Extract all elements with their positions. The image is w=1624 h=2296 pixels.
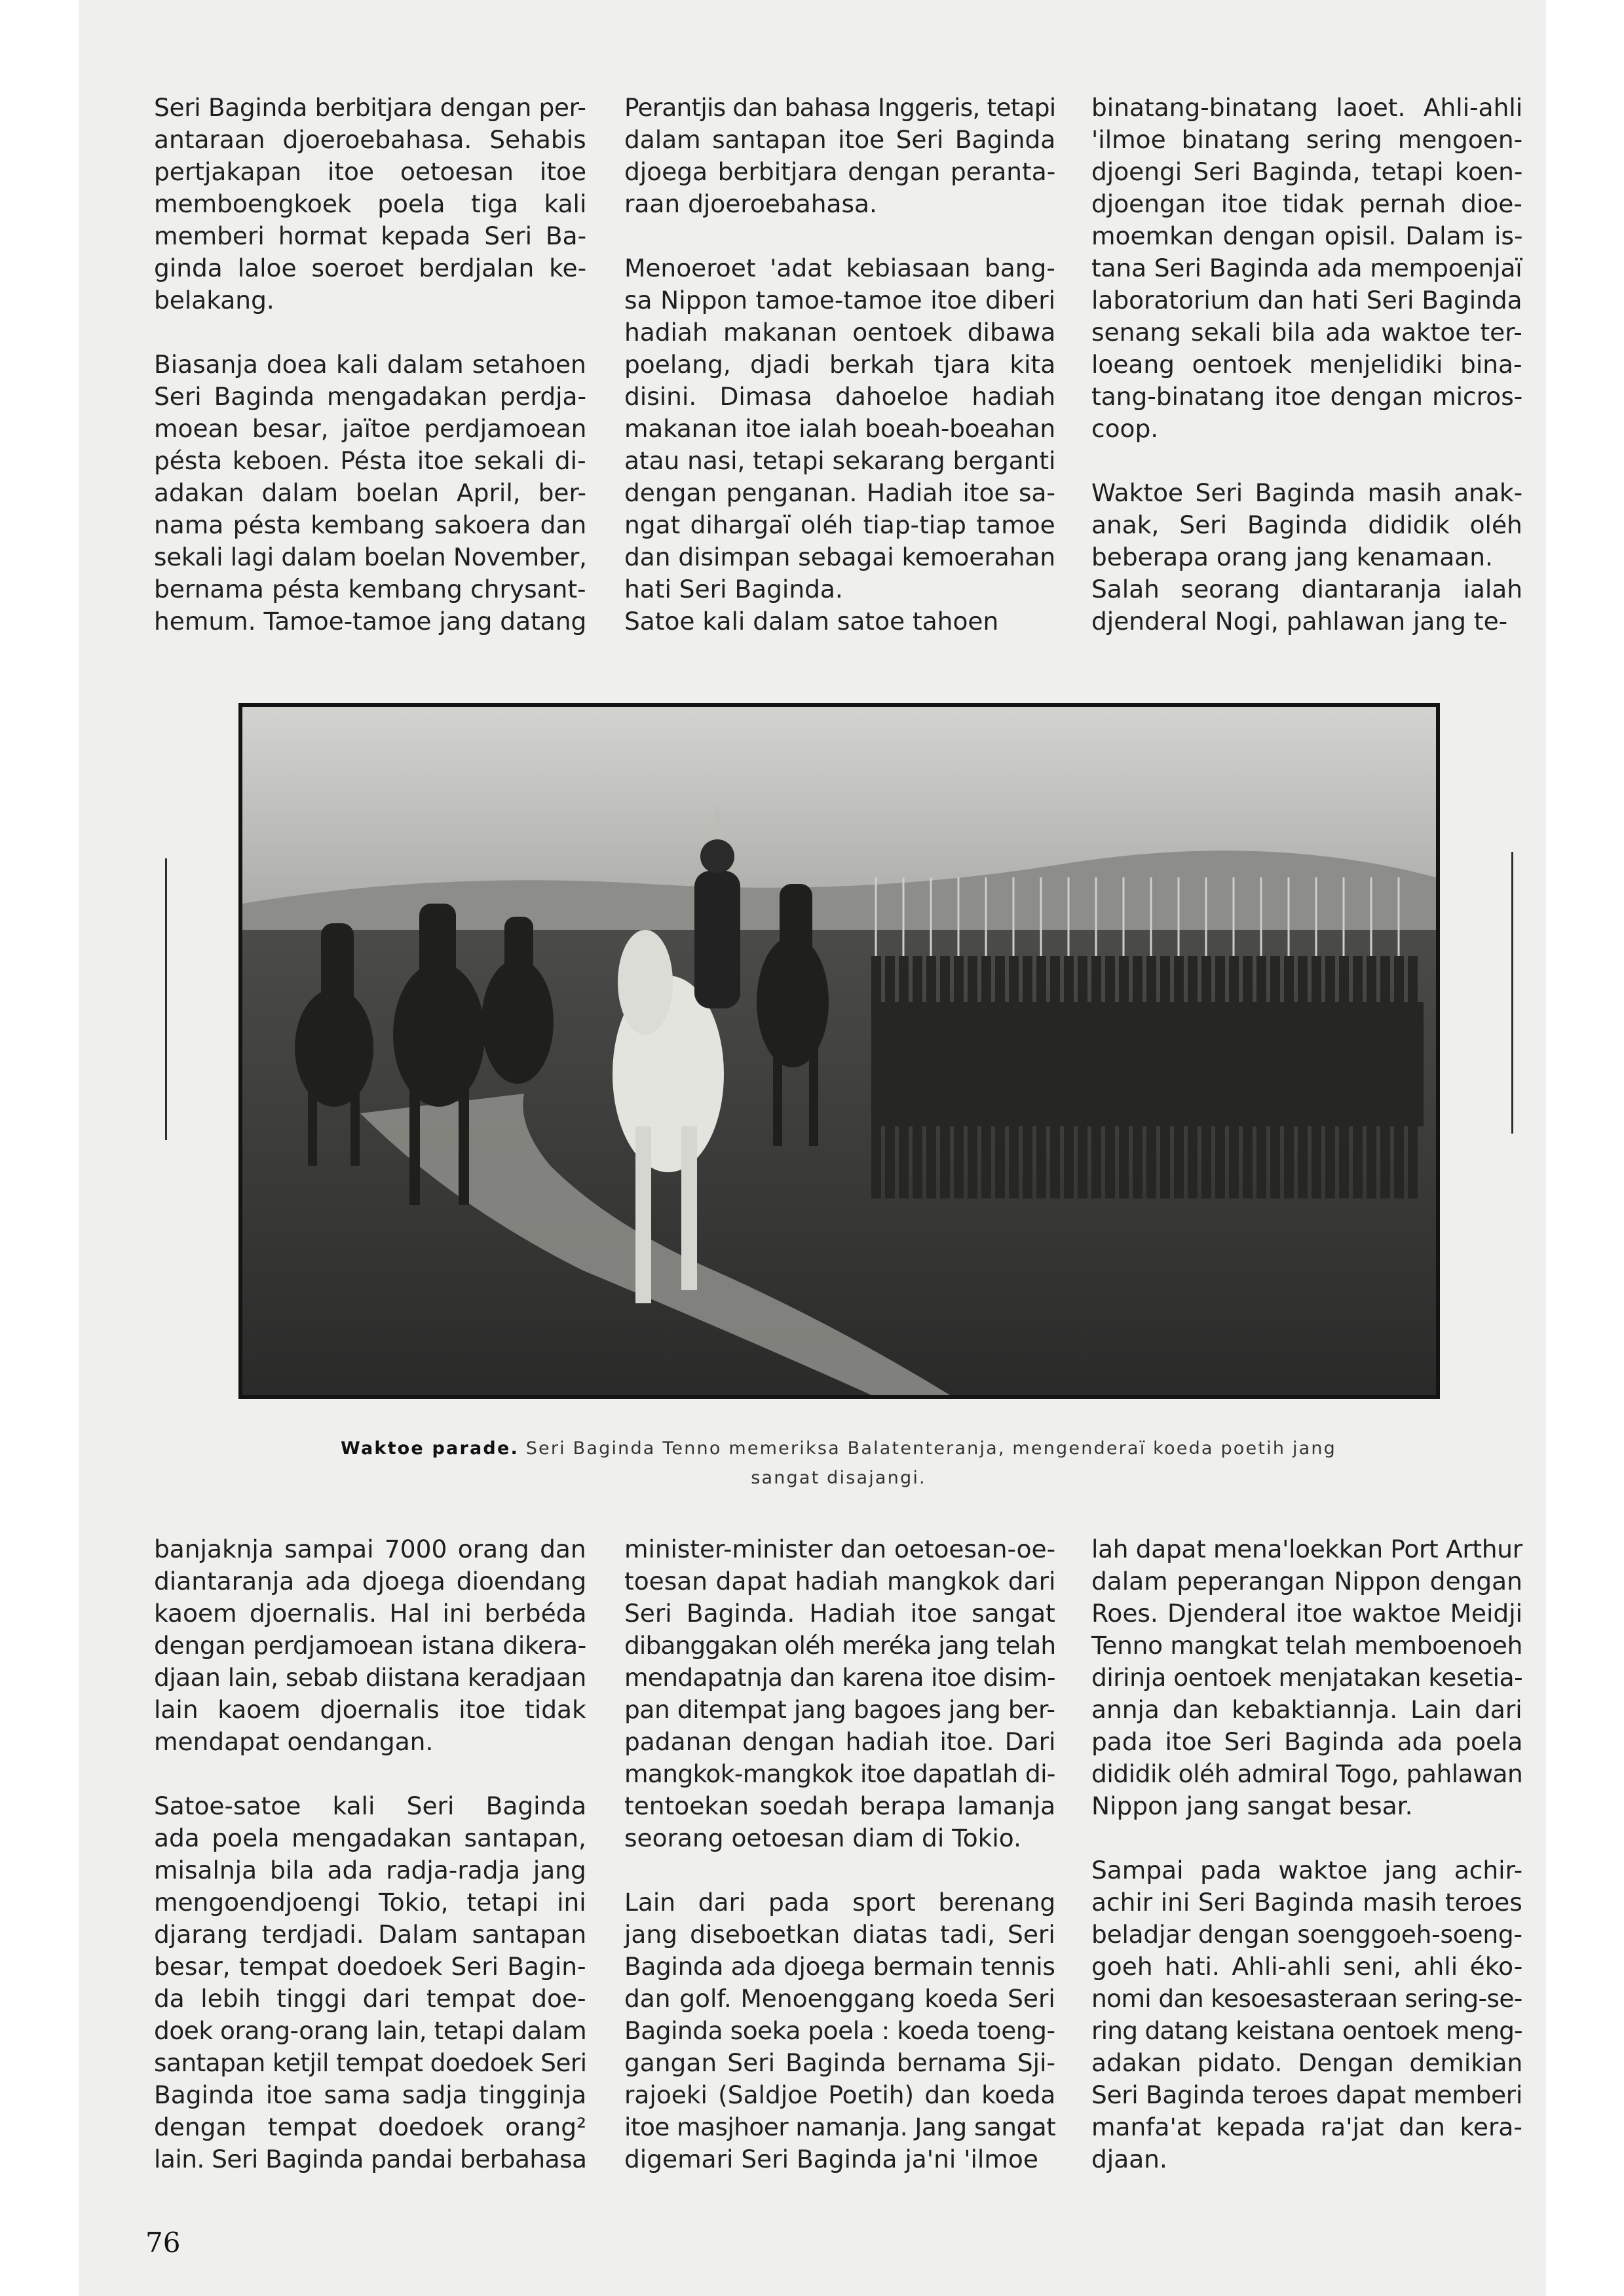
soldier xyxy=(885,1048,895,1198)
text-line: itoe masjhoer namanja. Jang sangat xyxy=(624,2113,1056,2141)
text-line: djaan lain, sebab diistana keradjaan xyxy=(154,1663,586,1692)
text-line: mendapat oendangan. xyxy=(154,1727,434,1756)
soldier xyxy=(1256,1048,1266,1198)
soldier xyxy=(926,1048,936,1198)
text-line: dan disimpan sebagai kemoerahan xyxy=(624,543,1056,571)
text-line: diantaranja ada djoega dioendang xyxy=(154,1567,587,1596)
soldier xyxy=(1325,1048,1335,1198)
soldier xyxy=(1078,1048,1087,1198)
soldier xyxy=(954,1048,964,1198)
text-line: tang-binatang itoe dengan micros- xyxy=(1091,382,1523,411)
text-line: dibanggakan oléh meréka jang telah xyxy=(624,1631,1056,1660)
text-line: Menoeroet 'adat kebiasaan bang- xyxy=(624,254,1055,282)
text-line: dengan perdjamoean istana dikera- xyxy=(154,1631,587,1660)
text-line: mendapatnja dan karena itoe disim- xyxy=(624,1663,1055,1692)
text-line: jang diseboetkan diatas tadi, Seri xyxy=(624,1920,1055,1949)
soldier xyxy=(995,1048,1005,1198)
text-line: Roes. Djenderal itoe waktoe Meidji xyxy=(1091,1599,1523,1628)
text-line: dididik oléh admiral Togo, pahlawan xyxy=(1091,1759,1523,1788)
text-line: banjaknja sampai 7000 orang dan xyxy=(154,1535,586,1563)
text-line: senang sekali bila ada waktoe ter- xyxy=(1091,318,1522,347)
text-line: mengoendjoengi Tokio, tetapi ini xyxy=(154,1888,586,1917)
soldier xyxy=(1023,1048,1032,1198)
text-line: gangan Seri Baginda bernama Sji- xyxy=(624,2048,1056,2077)
text-line: nama pésta kembang sakoera dan xyxy=(154,510,587,539)
soldier xyxy=(1367,1048,1376,1198)
soldier xyxy=(1119,1048,1129,1198)
text-line: seorang oetoesan diam di Tokio. xyxy=(624,1824,1021,1852)
troop-ranks xyxy=(871,956,1424,1198)
soldier xyxy=(1133,1048,1142,1198)
text-line: achir ini Seri Baginda masih teroes xyxy=(1091,1888,1522,1917)
soldier xyxy=(1270,1048,1280,1198)
text-line: Satoe kali dalam satoe tahoen xyxy=(624,607,999,636)
text-line: Sampai pada waktoe jang achir- xyxy=(1091,1856,1523,1885)
soldier xyxy=(1091,1048,1101,1198)
soldier xyxy=(940,1048,950,1198)
soldier xyxy=(1050,1048,1060,1198)
soldier xyxy=(1339,1048,1349,1198)
text-line: Salah seorang diantaranja ialah xyxy=(1091,575,1523,603)
text-line: adakan dalam boelan April, ber- xyxy=(154,478,586,507)
soldier xyxy=(1394,1048,1404,1198)
text-line: djaan. xyxy=(1091,2145,1167,2173)
text-line: Satoe-satoe kali Seri Baginda xyxy=(154,1791,587,1820)
text-line: padanan dengan hadiah itoe. Dari xyxy=(624,1727,1056,1756)
text-line: Waktoe Seri Baginda masih anak- xyxy=(1091,478,1523,507)
text-line: moean besar, jaïtoe perdjamoean xyxy=(154,414,587,443)
text-line: hemum. Tamoe-tamoe jang datang xyxy=(154,607,587,636)
text-line: da lebih tinggi dari tempat doe- xyxy=(154,1984,586,2013)
caption-lead: Waktoe parade. xyxy=(340,1438,519,1459)
text-line: santapan ketjil tempat doedoek Seri xyxy=(154,2048,587,2077)
text-line: dalam santapan itoe Seri Baginda xyxy=(624,125,1056,154)
text-line: Lain dari pada sport berenang xyxy=(624,1888,1056,1917)
soldier xyxy=(1009,1048,1019,1198)
soldier xyxy=(1353,1048,1363,1198)
text-line: rajoeki (Saldjoe Poetih) dan koeda xyxy=(624,2080,1056,2109)
soldier xyxy=(1201,1048,1211,1198)
text-line: ginda laloe soeroet berdjalan ke- xyxy=(154,254,587,282)
text-line: dengan penganan. Hadiah itoe sa- xyxy=(624,478,1056,507)
text-line: Perantjis dan bahasa Inggeris, tetapi xyxy=(624,93,1056,122)
soldier xyxy=(1188,1048,1198,1198)
text-line: anak, Seri Baginda dididik oléh xyxy=(1091,510,1522,539)
text-line: ring datang keistana oentoek meng- xyxy=(1091,2016,1522,2045)
text-line: poelang, djadi berkah tjara kita xyxy=(624,350,1056,379)
text-line: djenderal Nogi, pahlawan jang te- xyxy=(1091,607,1508,636)
text-line: lain kaoem djoernalis itoe tidak xyxy=(154,1695,586,1724)
text-line: digemari Seri Baginda ja'ni 'ilmoe xyxy=(624,2145,1038,2173)
photo-caption xyxy=(275,1438,1402,1459)
text-line: goeh hati. Ahli-ahli seni, ahli éko- xyxy=(1091,1952,1523,1981)
text-line: Baginda soeka poela : koeda toeng- xyxy=(624,2016,1055,2045)
text-line: nomi dan kesoesasteraan sering-se- xyxy=(1091,1984,1522,2013)
text-line: dan golf. Menoenggang koeda Seri xyxy=(624,1984,1055,2013)
text-line: dalam peperangan Nippon dengan xyxy=(1091,1567,1522,1596)
text-line: djoega berbitjara dengan peranta- xyxy=(624,157,1056,186)
text-line: djoengan itoe tidak pernah dioe- xyxy=(1091,189,1522,218)
text-line: memboengkoek poela tiga kali xyxy=(154,189,587,218)
soldier xyxy=(899,1048,909,1198)
soldier xyxy=(871,1048,881,1198)
text-line: tentoekan soedah berapa lamanja xyxy=(624,1791,1056,1820)
text-line: laboratorium dan hati Seri Baginda xyxy=(1091,286,1522,315)
text-line: Nippon jang sangat besar. xyxy=(1091,1791,1413,1820)
soldier xyxy=(1284,1048,1294,1198)
soldier xyxy=(1146,1048,1156,1198)
text-line: minister-minister dan oetoesan-oe- xyxy=(624,1535,1056,1563)
soldier xyxy=(913,1048,922,1198)
text-line: makanan itoe ialah boeah-boeahan xyxy=(624,414,1055,443)
text-line: annja dan kebaktiannja. Lain dari xyxy=(1091,1695,1522,1724)
text-line: antaraan djoeroebahasa. Sehabis xyxy=(154,125,586,154)
soldier xyxy=(1064,1048,1074,1198)
text-line: pertjakapan itoe oetoesan itoe xyxy=(154,157,587,186)
text-line: hati Seri Baginda. xyxy=(624,575,843,603)
text-line: ngat dihargaï oléh tiap-tiap tamoe xyxy=(624,510,1055,539)
text-line: Tenno mangkat telah memboenoeh xyxy=(1091,1631,1523,1660)
text-line: beladjar dengan soenggoeh-soeng- xyxy=(1091,1920,1522,1949)
text-line: Seri Baginda berbitjara dengan per- xyxy=(154,93,586,122)
text-line: binatang-binatang laoet. Ahli-ahli xyxy=(1091,93,1523,122)
text-line: djarang terdjadi. Dalam santapan xyxy=(154,1920,587,1949)
text-line: lah dapat mena'loekkan Port Arthur xyxy=(1091,1535,1522,1563)
text-line: ada poela mengadakan santapan, xyxy=(154,1824,586,1852)
text-line: Baginda itoe sama sadja tingginja xyxy=(154,2080,587,2109)
soldier xyxy=(1160,1048,1170,1198)
text-line: raan djoeroebahasa. xyxy=(624,189,877,218)
text-line: belakang. xyxy=(154,286,274,315)
text-line: besar, tempat doedoek Seri Bagin- xyxy=(154,1952,586,1981)
soldier xyxy=(981,1048,991,1198)
soldier xyxy=(1243,1048,1253,1198)
text-line: Seri Baginda teroes dapat memberi xyxy=(1091,2080,1522,2109)
text-line: bernama pésta kembang chrysant- xyxy=(154,575,586,603)
text-line: misalnja bila ada radja-radja jang xyxy=(154,1856,586,1885)
text-line: memberi hormat kepada Seri Ba- xyxy=(154,221,587,250)
photo-caption-line-2: sangat disajangi. xyxy=(751,1468,926,1488)
text-line: coop. xyxy=(1091,414,1159,443)
soldier xyxy=(1215,1048,1225,1198)
soldier xyxy=(1408,1048,1418,1198)
soldier xyxy=(1298,1048,1308,1198)
text-line: tana Seri Baginda ada mempoenjaï xyxy=(1091,254,1522,282)
soldier xyxy=(1312,1048,1321,1198)
soldier xyxy=(1105,1048,1115,1198)
text-line: pésta keboen. Pésta itoe sekali di- xyxy=(154,446,586,475)
right-margin-rule xyxy=(1511,852,1513,1134)
text-line: lain. Seri Baginda pandai berbahasa xyxy=(154,2145,587,2173)
page-number: 76 xyxy=(145,2227,181,2259)
text-line: kaoem djoernalis. Hal ini berbéda xyxy=(154,1599,587,1628)
soldier xyxy=(1229,1048,1239,1198)
text-line: 'ilmoe binatang sering mengoen- xyxy=(1091,125,1523,154)
text-line: loeang oentoek menjelidiki bina- xyxy=(1091,350,1522,379)
text-line: dengan tempat doedoek orang² xyxy=(154,2113,587,2141)
text-line: sa Nippon tamoe-tamoe itoe diberi xyxy=(624,286,1056,315)
text-line: doek orang-orang lain, tetapi dalam xyxy=(154,2016,587,2045)
soldier xyxy=(1380,1048,1390,1198)
text-line: beberapa orang jang kenamaan. xyxy=(1091,543,1493,571)
text-line: dirinja oentoek menjatakan kesetia- xyxy=(1091,1663,1523,1692)
text-line: Seri Baginda. Hadiah itoe sangat xyxy=(624,1599,1055,1628)
soldier xyxy=(1036,1048,1046,1198)
soldier xyxy=(1174,1048,1184,1198)
text-line: sekali lagi dalam boelan November, xyxy=(154,543,587,571)
text-line: atau nasi, tetapi sekarang berganti xyxy=(624,446,1056,475)
soldier xyxy=(968,1048,977,1198)
text-line: Seri Baginda mengadakan perdja- xyxy=(154,382,587,411)
parade-photo-illustration xyxy=(242,707,1436,1395)
text-line: pada itoe Seri Baginda ada poela xyxy=(1091,1727,1523,1756)
parade-photograph xyxy=(238,703,1440,1399)
text-line: Baginda ada djoega bermain tennis xyxy=(624,1952,1055,1981)
text-line: disini. Dimasa dahoeloe hadiah xyxy=(624,382,1056,411)
left-margin-rule xyxy=(165,858,167,1140)
text-line: hadiah makanan oentoek dibawa xyxy=(624,318,1056,347)
text-line: Biasanja doea kali dalam setahoen xyxy=(154,350,586,379)
text-line: adakan pidato. Dengan demikian xyxy=(1091,2048,1523,2077)
text-line: toesan dapat hadiah mangkok dari xyxy=(624,1567,1056,1596)
text-line: mangkok-mangkok itoe dapatlah di- xyxy=(624,1759,1055,1788)
text-line: pan ditempat jang bagoes jang ber- xyxy=(624,1695,1055,1724)
text-line: djoengi Seri Baginda, tetapi koen- xyxy=(1091,157,1523,186)
text-line: moemkan dengan opisil. Dalam is- xyxy=(1091,221,1523,250)
caption-line-1: Seri Baginda Tenno memeriksa Balatenteranja, mengenderaï koeda poetih jang xyxy=(518,1438,1337,1459)
text-line: manfa'at kepada ra'jat dan kera- xyxy=(1091,2113,1522,2141)
